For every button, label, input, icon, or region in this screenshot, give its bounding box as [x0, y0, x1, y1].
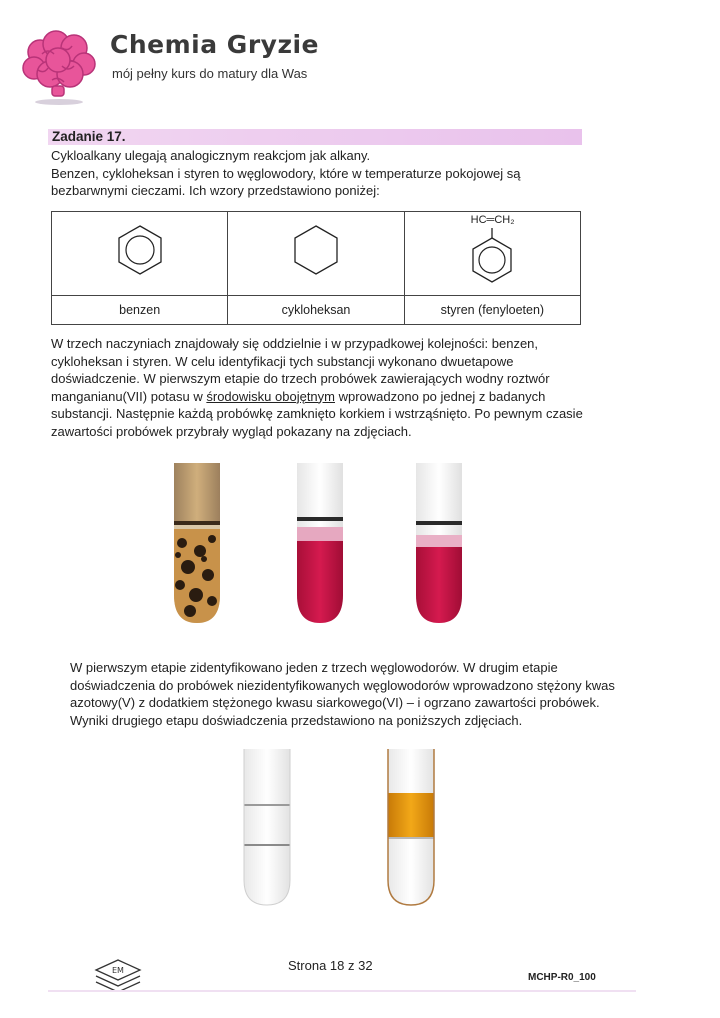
paragraph-line: doświadczenia do probówek niezidentyfikowanych węglowodorów wprowadzono stężony kwas — [70, 677, 615, 693]
cyclohexane-ring-icon — [286, 220, 346, 282]
paragraph-line: cykloheksan i styren. W celu identyfikacji tych substancji wykonano dwuetapowe — [51, 353, 514, 369]
paragraph-line: zawartości probówek przybrały wygląd pokazany na zdjęciach. — [51, 423, 412, 439]
test-tube-2 — [297, 463, 343, 623]
benzene-ring-icon — [110, 220, 170, 282]
brand-subtitle: mój pełny kurs do matury dla Was — [112, 66, 308, 81]
underlined-term: środowisku obojętnym — [206, 388, 335, 404]
task-title: Zadanie 17. — [52, 129, 126, 144]
brain-logo-icon — [22, 30, 96, 106]
task-heading-band — [48, 129, 582, 145]
text-segment: wprowadzono po jednej z badanych — [335, 388, 546, 404]
text-segment: manganianu(VII) potasu w — [51, 388, 207, 404]
paragraph-line — [51, 388, 583, 406]
test-tube-5 — [388, 749, 434, 905]
stage1-test-tubes-photo — [160, 455, 490, 630]
page-number: Strona 18 z 32 — [288, 958, 373, 973]
brand-title: Chemia Gryzie — [110, 30, 320, 59]
test-tube-4 — [244, 749, 290, 905]
compound-name: benzen — [52, 296, 228, 325]
styrene-icon — [462, 228, 522, 290]
document-code: MCHP-R0_100 — [528, 972, 596, 983]
formula-table — [51, 211, 581, 325]
paragraph-line: doświadczenie. W pierwszym etapie do trzech probówek zawierających wodny roztwór — [51, 371, 550, 386]
svg-text:EM: EM — [112, 966, 124, 975]
stage2-test-tubes-photo — [230, 745, 460, 915]
test-tube-3 — [416, 463, 462, 623]
test-tube-1 — [174, 463, 220, 623]
paragraph-line: W trzech naczyniach znajdowały się oddzielnie i w przypadkowej kolejności: benzen, — [51, 336, 539, 351]
em-books-logo-icon — [90, 952, 146, 992]
formula-cell-benzene — [52, 212, 228, 296]
paragraph-line: azotowy(V) z dodatkiem stężonego kwasu siarkowego(VI) – i ogrzano zawartości probówek. — [70, 695, 600, 710]
paragraph-line: Wyniki drugiego etapu doświadczenia przedstawiono na poniższych zdjęciach. — [70, 712, 523, 728]
brand-header — [22, 28, 622, 108]
task-intro — [51, 147, 520, 200]
intro-line: Cykloalkany ulegają analogicznym reakcjom jak alkany. — [51, 148, 371, 163]
compound-name: styren (fenyloeten) — [404, 296, 580, 325]
intro-line: bezbarwnymi cieczami. Ich wzory przedstawiono poniżej: — [51, 183, 380, 198]
paragraph-line: W pierwszym etapie zidentyfikowano jeden z trzech węglowodorów. W drugim etapie — [70, 660, 558, 675]
paragraph-line: substancji. Następnie każdą probówkę zamknięto korkiem i wstrząśnięto. Po pewnym czasie — [51, 406, 583, 421]
experiment-description — [51, 335, 583, 440]
compound-name: cykloheksan — [228, 296, 404, 325]
intro-line: Benzen, cykloheksan i styren to węglowodory, które w temperaturze pokojowej są — [51, 165, 521, 181]
vinyl-group-label: HC═CH₂ — [470, 214, 515, 226]
footer-divider — [48, 990, 636, 992]
formula-cell-styrene — [404, 212, 580, 296]
formula-cell-cyclohexane — [228, 212, 404, 296]
stage2-description — [70, 659, 615, 729]
